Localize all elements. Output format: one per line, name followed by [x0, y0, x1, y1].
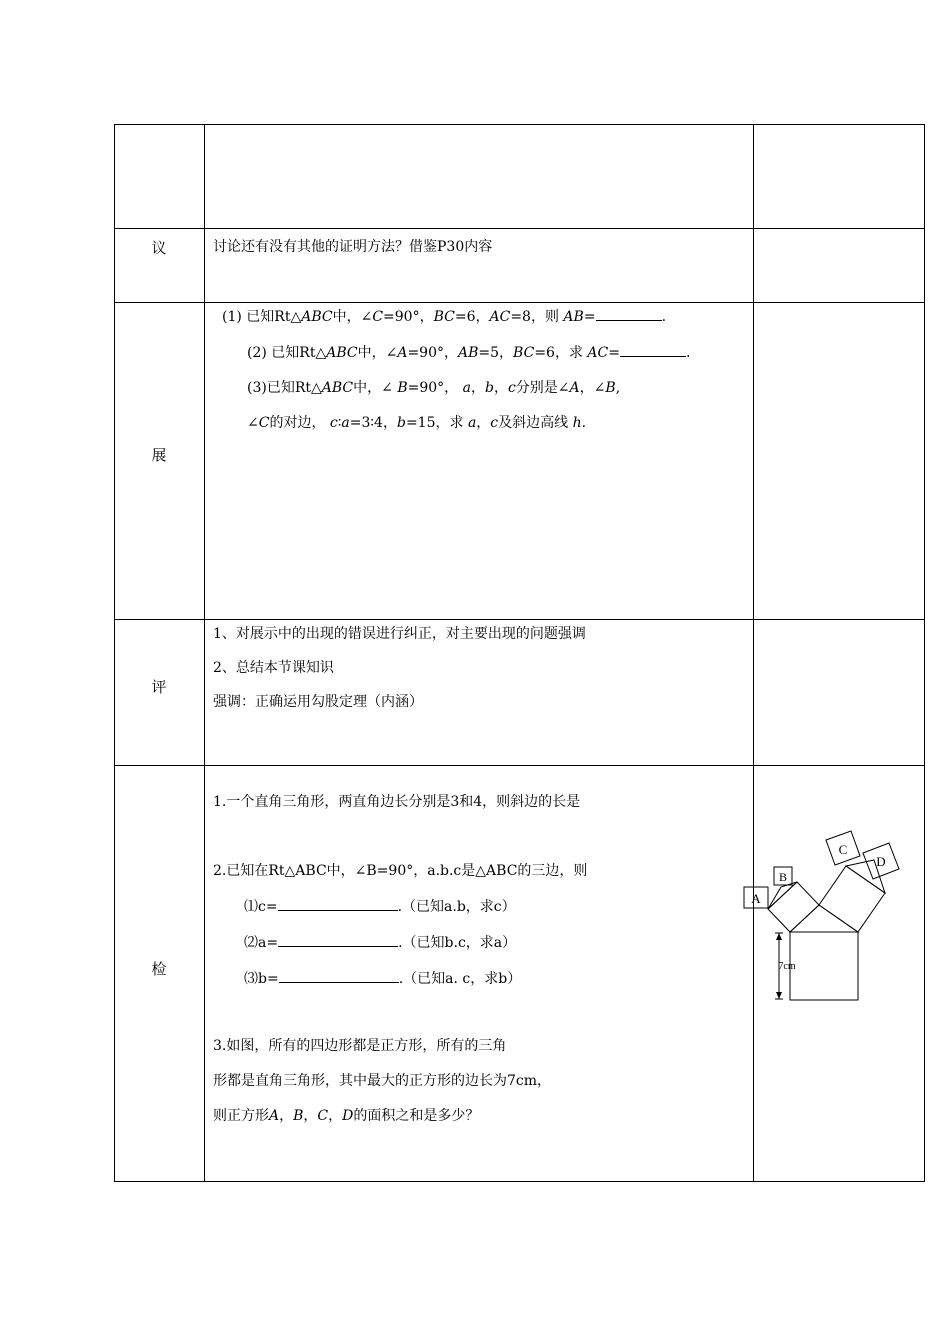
check-problem-3-line-3: 则正方形A，B，C，D的面积之和是多少？ [213, 1108, 480, 1124]
check-problem-1: 1.一个直角三角形，两直角边长分别是3和4，则斜边的长是 [213, 794, 581, 810]
table-row-check [114, 765, 925, 1182]
square-right-medium [819, 866, 885, 932]
show-question-1: (1) 已知Rt△ABC中，∠C=90°，BC=6，AC=8，则 AB= . [222, 309, 667, 325]
check-problem-3-line-2: 形都是直角三角形，其中最大的正方形的边长为7cm， [213, 1073, 552, 1089]
pythagoras-squares-figure [740, 842, 925, 1076]
check-problem-3-line-1: 3.如图，所有的四边形都是正方形，所有的三角 [213, 1038, 507, 1054]
figure-label-d: D [876, 854, 886, 869]
answer-blank[interactable] [278, 898, 398, 911]
answer-blank[interactable] [279, 970, 399, 983]
figure-label-c: C [838, 842, 848, 857]
show-question-2: (2) 已知Rt△ABC中，∠A=90°，AB=5，BC=6，求 AC= . [247, 345, 691, 361]
table-row-empty [114, 124, 925, 229]
row-label-show: 展 [151, 446, 167, 464]
table-row-discuss [114, 228, 925, 303]
answer-blank[interactable] [620, 344, 686, 357]
review-line-3: 强调：正确运用勾股定理（内涵） [213, 694, 423, 710]
figure-label-a: A [751, 891, 761, 906]
table-row-review [114, 619, 925, 766]
check-subquestion-1: ⑴c= .（已知a.b，求c） [244, 899, 516, 915]
check-subquestion-2: ⑵a= .（已知b.c，求a） [244, 935, 517, 951]
lesson-table [114, 124, 925, 1182]
show-question-3-line-1: (3)已知Rt△ABC中，∠ B=90°， a，b，c分别是∠A，∠B, [247, 380, 621, 396]
square-left-medium [768, 882, 819, 932]
answer-blank[interactable] [596, 308, 662, 321]
discuss-text: 讨论还有没有其他的证明方法？借鉴P30内容 [213, 239, 493, 255]
table-row-show [114, 302, 925, 620]
review-line-1: 1、对展示中的出现的错误进行纠正，对主要出现的问题强调 [213, 626, 586, 642]
show-question-3-line-2: ∠C的对边， c∶a=3∶4，b=15，求 a，c及斜边高线 h. [247, 415, 587, 431]
triangle-left-small [768, 882, 797, 909]
answer-blank[interactable] [278, 934, 398, 947]
review-line-2: 2、总结本节课知识 [213, 660, 334, 676]
row-label-check: 检 [151, 960, 167, 978]
square-largest [790, 932, 858, 1000]
check-problem-2: 2.已知在Rt△ABC中，∠B=90°，a.b.c是△ABC的三边，则 [213, 863, 588, 879]
row-label-discuss: 议 [151, 239, 167, 257]
row-label-review: 评 [151, 678, 167, 696]
dimension-label: 7cm [778, 961, 796, 972]
check-subquestion-3: ⑶b= .（已知a. c，求b） [244, 971, 522, 987]
figure-label-b: B [778, 870, 788, 884]
